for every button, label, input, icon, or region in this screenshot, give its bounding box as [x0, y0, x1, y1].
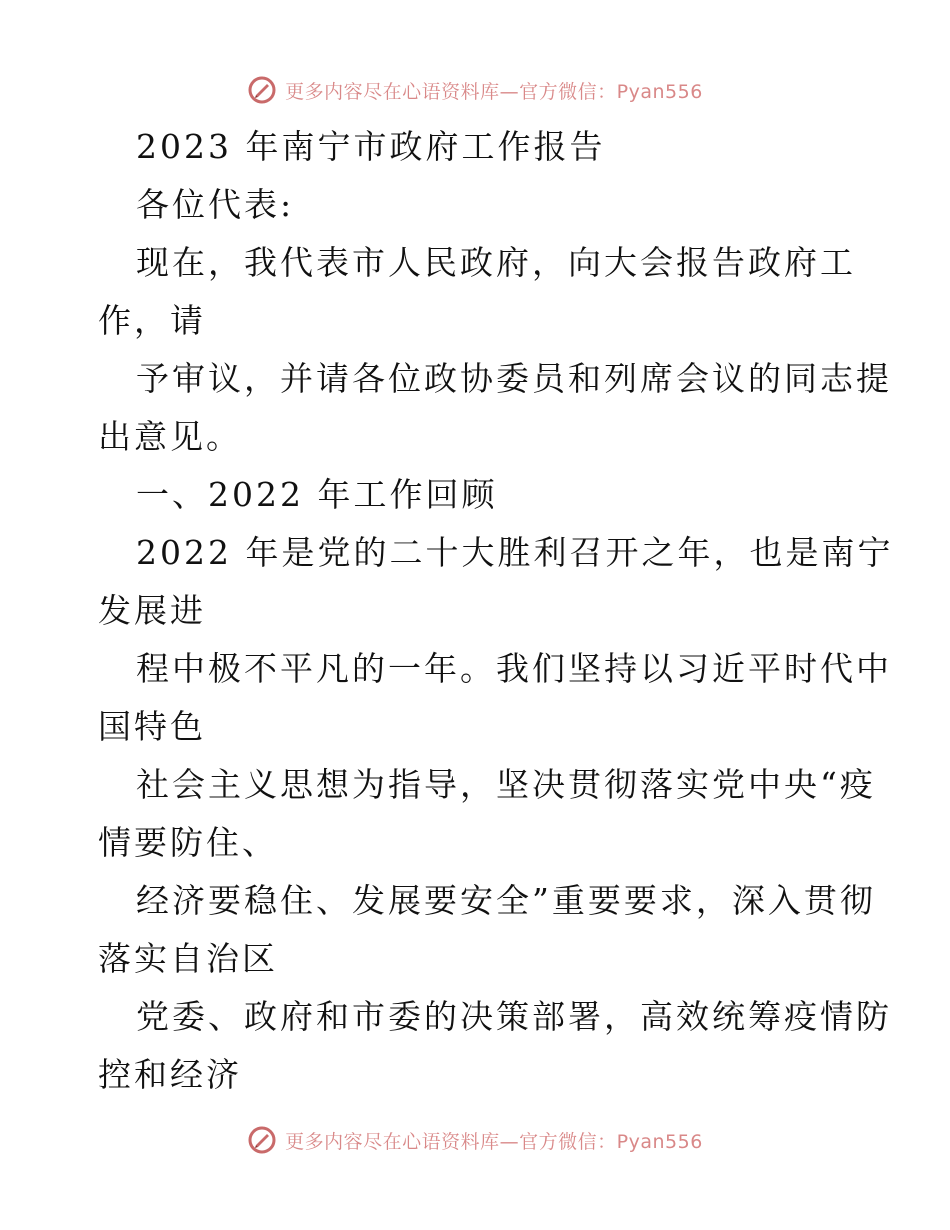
paragraph-line: 程中极不平凡的一年。我们坚持以习近平时代中: [136, 649, 892, 688]
salutation: 各位代表:: [136, 185, 295, 224]
pen-logo-icon: [247, 75, 277, 105]
paragraph-line: 国特色: [98, 707, 206, 746]
watermark-text: 更多内容尽在心语资料库—官方微信：Pyan556: [285, 1130, 703, 1153]
paragraph-line: 社会主义思想为指导，坚决贯彻落实党中央“疫: [136, 765, 876, 804]
paragraph-line: 党委、政府和市委的决策部署，高效统筹疫情防: [136, 997, 892, 1036]
paragraph-line: 发展进: [98, 591, 206, 630]
pen-logo-icon: [247, 1125, 277, 1155]
paragraph-line: 出意见。: [98, 417, 242, 456]
paragraph-line: 予审议，并请各位政协委员和列席会议的同志提: [136, 359, 892, 398]
paragraph-line: 经济要稳住、发展要安全”重要要求，深入贯彻: [136, 881, 876, 920]
paragraph-line: 现在，我代表市人民政府，向大会报告政府工: [136, 243, 856, 282]
paragraph-line: 作，请: [98, 301, 206, 340]
paragraph-line: 情要防住、: [98, 823, 278, 862]
paragraph-line: 控和经济: [98, 1055, 242, 1094]
watermark-footer: [0, 1120, 950, 1160]
section-heading: 一、2022 年工作回顾: [136, 475, 498, 514]
paragraph-line: 2022 年是党的二十大胜利召开之年，也是南宁: [136, 533, 894, 572]
doc-title: 2023 年南宁市政府工作报告: [136, 127, 606, 166]
paragraph-line: 落实自治区: [98, 939, 278, 978]
watermark-text: 更多内容尽在心语资料库—官方微信：Pyan556: [285, 80, 703, 103]
watermark-header: [0, 70, 950, 110]
